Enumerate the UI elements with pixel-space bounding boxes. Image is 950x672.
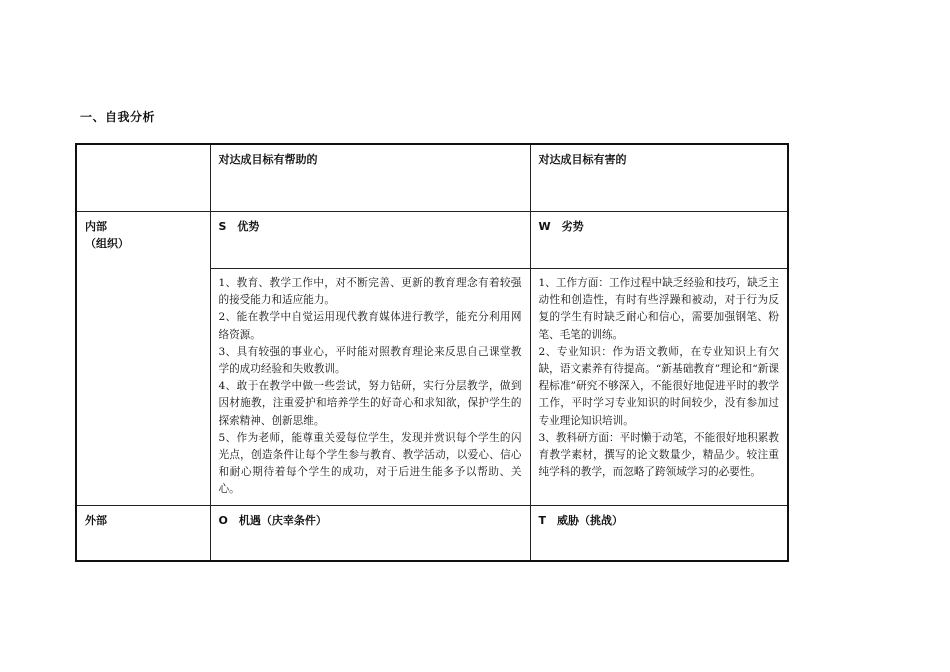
external-label-cell: [76, 506, 210, 562]
harmful-header: [530, 144, 788, 212]
strengths-list: [219, 275, 522, 499]
helpful-header: [210, 144, 530, 212]
swot-table: [75, 143, 789, 562]
weakness-item: 1、工作方面：工作过程中缺乏经验和技巧，缺乏主动性和创造性，有时有些浮躁和被动，对于行为反复的学生有时缺乏耐心和信心，需要加强钢笔、粉笔、毛笔的训练。: [538, 277, 779, 341]
internal-sublabel: （组织）: [85, 237, 129, 250]
threat-title: T 威胁（挑战）: [538, 514, 624, 527]
internal-label-cell: [76, 212, 210, 506]
threat-cell: [530, 506, 788, 562]
strength-title-cell: [210, 212, 530, 269]
weakness-title: W 劣势: [538, 220, 584, 233]
weakness-item: 3、教科研方面：平时懒于动笔，不能很好地积累教育教学素材，撰写的论文数量少，精品少。较注重纯学科的教学，而忽略了跨领域学习的必要性。: [538, 431, 779, 479]
weakness-title-cell: [530, 212, 788, 269]
external-row: [76, 506, 788, 562]
strength-item: 2、能在教学中自觉运用现代教育媒体进行教学，能充分利用网络资源。: [218, 311, 522, 341]
opportunity-cell: [210, 506, 530, 562]
internal-label: 内部: [85, 220, 107, 233]
strength-item: 4、敢于在教学中做一些尝试，努力钻研，实行分层教学，做到因材施教，注重爱护和培养学生的好奇心和求知欲，保护学生的探索精神、创新思维。: [218, 380, 522, 427]
helpful-header-text: 对达成目标有帮助的: [218, 153, 318, 166]
strength-item: 5、作为老师，能尊重关爱每位学生，发现并赏识每个学生的闪光点，创造条件让每个学生参与教育、教学活动，以爱心、信心和耐心期待着每个学生的成功，对于后进生能多予以帮助、关心。: [218, 431, 522, 496]
table-header-row: [76, 144, 788, 212]
strength-item: 3、具有较强的事业心，平时能对照教育理论来反思自己课堂教学的成功经验和失败教训。: [218, 345, 522, 376]
harmful-header-text: 对达成目标有害的: [538, 153, 627, 166]
weaknesses-list: [539, 275, 780, 481]
weakness-item: 2、专业知识：作为语文教师，在专业知识上有欠缺，语文素养有待提高。“新基础教育”理论和“新课程标准”研究不够深入，不能很好地促进平时的教学工作，平时学习专业知识的时间较少，没有参加过专业理论知识培训。: [538, 345, 779, 427]
section-heading: 一、自我分析: [80, 110, 156, 124]
strength-title: S 优势: [218, 220, 260, 233]
weaknesses-cell: [530, 269, 788, 506]
internal-title-row: [76, 212, 788, 269]
external-label: 外部: [85, 514, 107, 527]
strengths-cell: [210, 269, 530, 506]
strength-item: 1、教育、教学工作中，对不断完善、更新的教育理念有着较强的接受能力和适应能力。: [218, 277, 522, 307]
opportunity-title: O 机遇（庆幸条件）: [218, 514, 327, 527]
corner-cell: [76, 144, 210, 212]
